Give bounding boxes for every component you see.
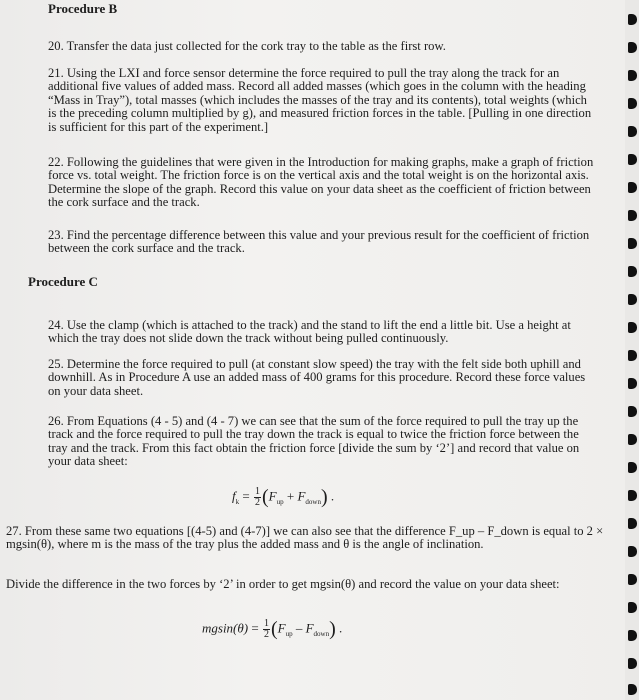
binding-ring: [628, 434, 637, 445]
binding-ring: [628, 14, 637, 25]
binding-ring: [628, 602, 637, 613]
step-20: 20. Transfer the data just collected for the cork tray to the table as the first row.: [48, 39, 446, 53]
step-27: 27. From these same two equations [(4-5) and (4-7)] we can also see that the difference F_up – F_down is equal to 2 × mgsin(θ), where m is the mass of the tray plus the added mass and θ is the angle of inclination.: [6, 524, 604, 552]
binding-ring: [628, 154, 637, 165]
binding-ring: [628, 490, 637, 501]
divide-instruction: Divide the difference in the two forces by ‘2’ in order to get mgsin(θ) and record the value on your data sheet:: [6, 577, 560, 591]
step-23: 23. Find the percentage difference between this value and your previous result for the coefficient of friction between the cork surface and the track.: [48, 228, 590, 256]
binding-ring: [628, 182, 637, 193]
binding-ring: [628, 574, 637, 585]
binding-ring: [628, 70, 637, 81]
binding-ring: [628, 684, 637, 695]
step-21: 21. Using the LXI and force sensor determine the force required to pull the tray along the track for an additional five values of added mass. Record all added masses (which goes in the column with the heading “Mass in Tray”), total masses (which includes the masses of the tray and its contents), total weights (which is the preceding column multiplied by g), and measured friction forces in the table. [Pulling in one direction is sufficient for this part of the experiment.]: [48, 66, 592, 134]
binding-ring: [628, 98, 637, 109]
binding-ring: [628, 42, 637, 53]
binding-ring: [628, 378, 637, 389]
binding-ring: [628, 210, 637, 221]
procedure-b-heading: Procedure B: [48, 1, 118, 16]
binding-ring: [628, 518, 637, 529]
binding-ring: [628, 238, 637, 249]
binding-ring: [628, 322, 637, 333]
binding-ring: [628, 266, 637, 277]
binding-ring: [628, 294, 637, 305]
binding-ring: [628, 630, 637, 641]
step-25: 25. Determine the force required to pull (at constant slow speed) the tray with the felt side both uphill and downhill. As in Procedure A use an added mass of 400 grams for this procedure. Record these force values on your data sheet.: [48, 357, 586, 398]
binding-ring: [628, 462, 637, 473]
mgsin-equation: mgsin(θ) = $\frac{1}{2}$ $(F_{up} - F_{down})$ .: [202, 618, 343, 640]
binding-ring: [628, 126, 637, 137]
binding-ring: [628, 406, 637, 417]
friction-force-equation: $f_k$ = $\frac{1}{2}$ $(F_{up} + F_{down})$ .: [232, 486, 335, 508]
binding-ring: [628, 546, 637, 557]
step-22: 22. Following the guidelines that were given in the Introduction for making graphs, make a graph of friction force vs. total weight. The friction force is on the vertical axis and the total weight is on the horizontal axis. Determine the slope of the graph. Record this value on your data sheet as the coefficient of friction between the cork surface and the track.: [48, 155, 594, 210]
binding-ring: [628, 350, 637, 361]
spiral-binding: [625, 0, 639, 700]
procedure-c-heading: Procedure C: [28, 274, 98, 289]
binding-ring: [628, 658, 637, 669]
step-24: 24. Use the clamp (which is attached to the track) and the stand to lift the end a little bit. Use a height at which the tray does not slide down the track without being pulled continuously.: [48, 318, 571, 346]
step-26: 26. From Equations (4 - 5) and (4 - 7) we can see that the sum of the force required to pull the tray up the track and the force required to pull the tray down the track is equal to twice the friction force between the tray and the track. From this fact obtain the friction force [divide the sum by ‘2’] and record that value on your data sheet:: [48, 414, 580, 469]
